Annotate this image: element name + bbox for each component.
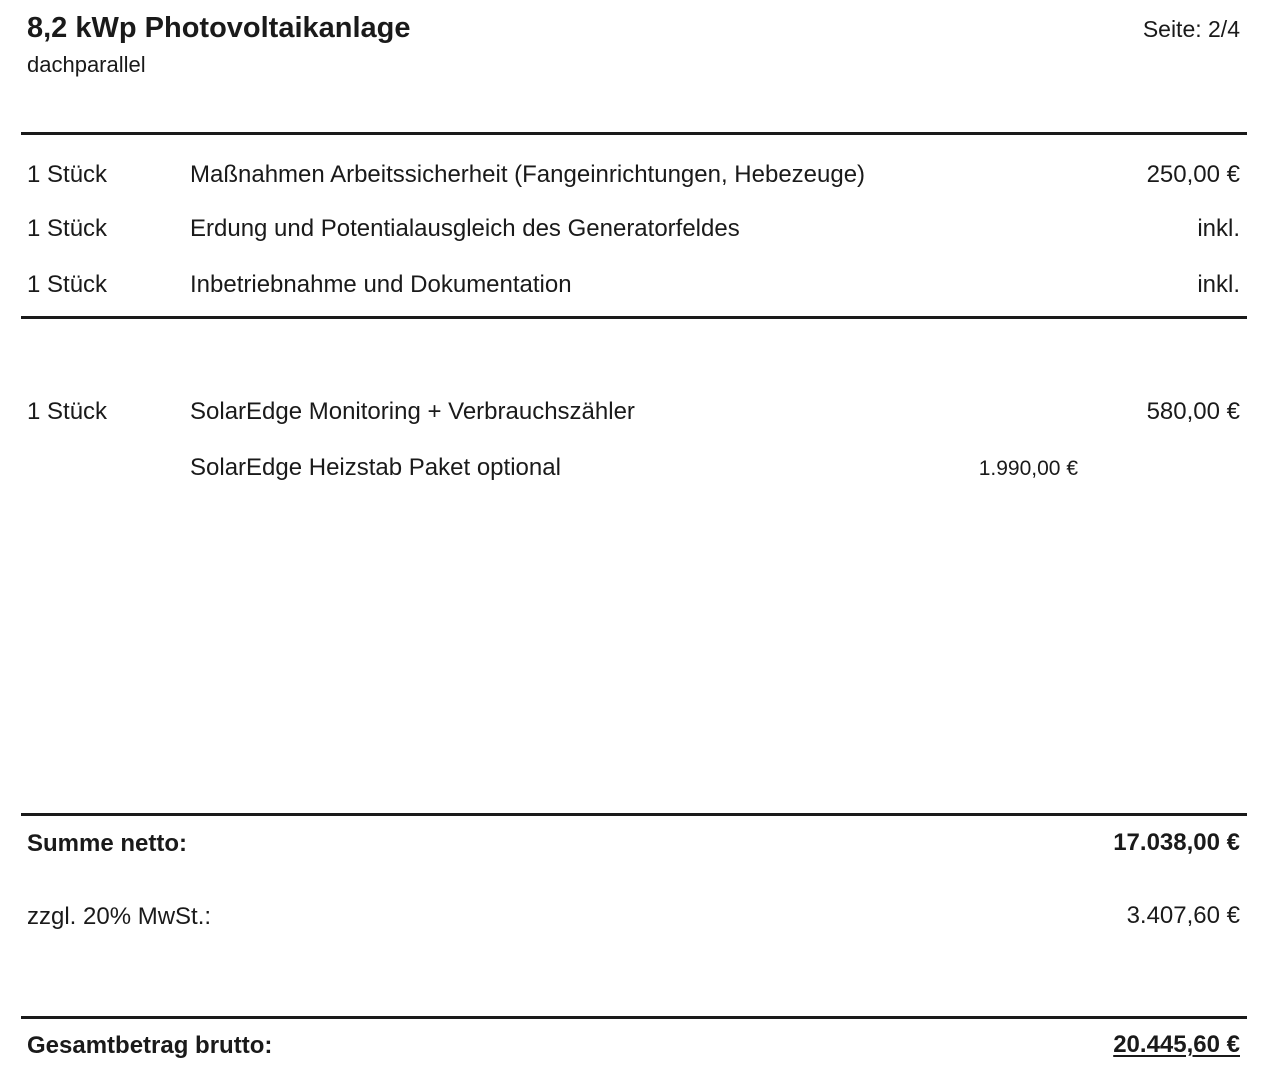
item-quantity: 1 Stück xyxy=(27,398,108,425)
item-description: Inbetriebnahme und Dokumentation xyxy=(190,271,572,298)
item-description: Maßnahmen Arbeitssicherheit (Fangeinrichtungen, Hebezeuge) xyxy=(190,161,866,188)
item-price: 580,00 € xyxy=(1146,398,1240,425)
document-title: 8,2 kWp Photovoltaikanlage xyxy=(27,12,411,44)
divider-totals xyxy=(21,813,1247,816)
item-price: inkl. xyxy=(1197,271,1240,298)
divider-block-1-end xyxy=(21,316,1247,319)
divider-top xyxy=(21,132,1247,135)
divider-gross xyxy=(21,1016,1247,1019)
item-price: 250,00 € xyxy=(1146,161,1240,188)
item-quantity: 1 Stück xyxy=(27,161,108,188)
item-quantity: 1 Stück xyxy=(27,215,108,242)
item-quantity: 1 Stück xyxy=(27,271,108,298)
net-total-label: Summe netto: xyxy=(27,830,188,857)
gross-total-label: Gesamtbetrag brutto: xyxy=(27,1032,273,1059)
item-description: SolarEdge Monitoring + Verbrauchszähler xyxy=(190,398,635,425)
page-number: Seite: 2/4 xyxy=(1142,16,1240,42)
item-description: Erdung und Potentialausgleich des Generatorfeldes xyxy=(190,215,740,242)
net-total-value: 17.038,00 € xyxy=(1113,829,1240,856)
item-price: inkl. xyxy=(1197,215,1240,242)
gross-total-value: 20.445,60 € xyxy=(1113,1031,1240,1058)
item-description: SolarEdge Heizstab Paket optional xyxy=(190,454,561,481)
vat-label: zzgl. 20% MwSt.: xyxy=(27,903,212,930)
optional-item-price: 1.990,00 € xyxy=(978,457,1078,480)
vat-value: 3.407,60 € xyxy=(1126,902,1240,929)
document-subtitle: dachparallel xyxy=(27,52,146,77)
